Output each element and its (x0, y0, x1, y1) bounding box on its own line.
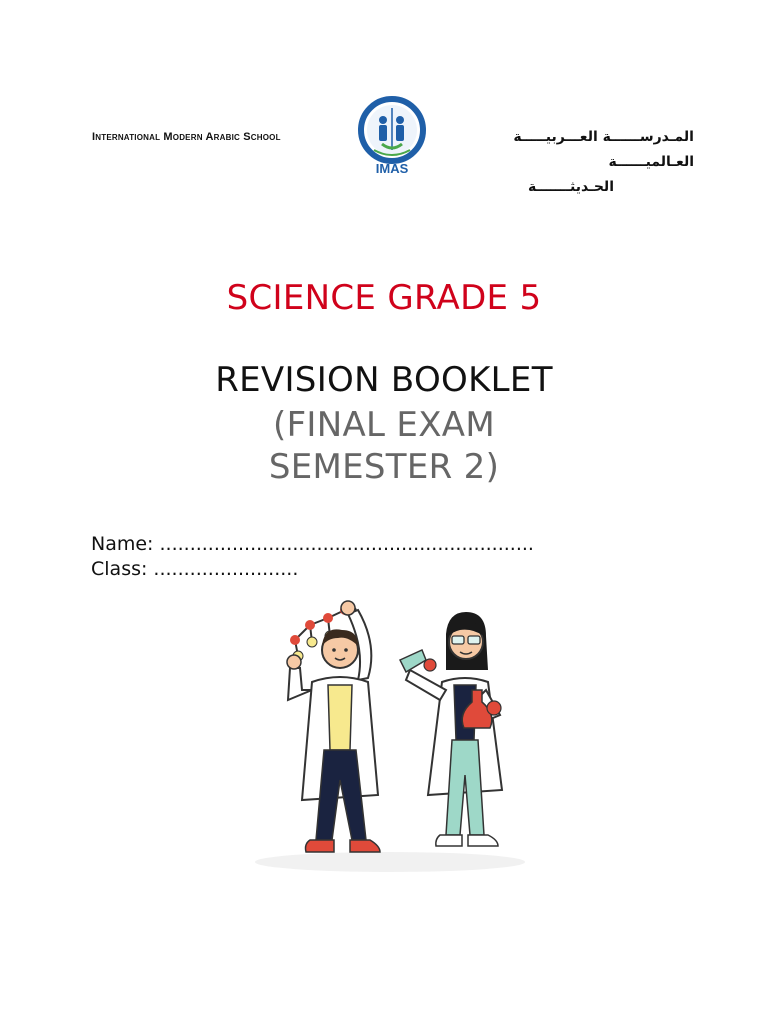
girl-scientist (400, 612, 502, 846)
scientists-illustration-icon (250, 590, 540, 880)
exam-subtitle-line2: SEMESTER 2) (268, 447, 500, 487)
exam-subtitle (0, 404, 768, 488)
logo-text: IMAS (375, 161, 409, 176)
school-logo-icon (352, 94, 432, 176)
school-name-english: International Modern Arabic School (92, 131, 281, 143)
exam-subtitle-line1: (FINAL EXAM (273, 405, 495, 445)
school-name-arabic-line2: الحـديثـــــــة (528, 179, 614, 195)
booklet-title: REVISION BOOKLET (215, 360, 553, 400)
name-field[interactable]: Name: .............................................................. (91, 533, 534, 555)
boy-scientist (287, 601, 380, 852)
class-field[interactable]: Class: ........................ (91, 558, 299, 580)
subject-title: SCIENCE GRADE 5 (226, 278, 542, 318)
school-name-arabic (434, 125, 694, 200)
school-name-arabic-line1: المـدرســــــة العـــربيـــــة العـالميــــــة (513, 129, 694, 170)
student-info (91, 532, 534, 582)
